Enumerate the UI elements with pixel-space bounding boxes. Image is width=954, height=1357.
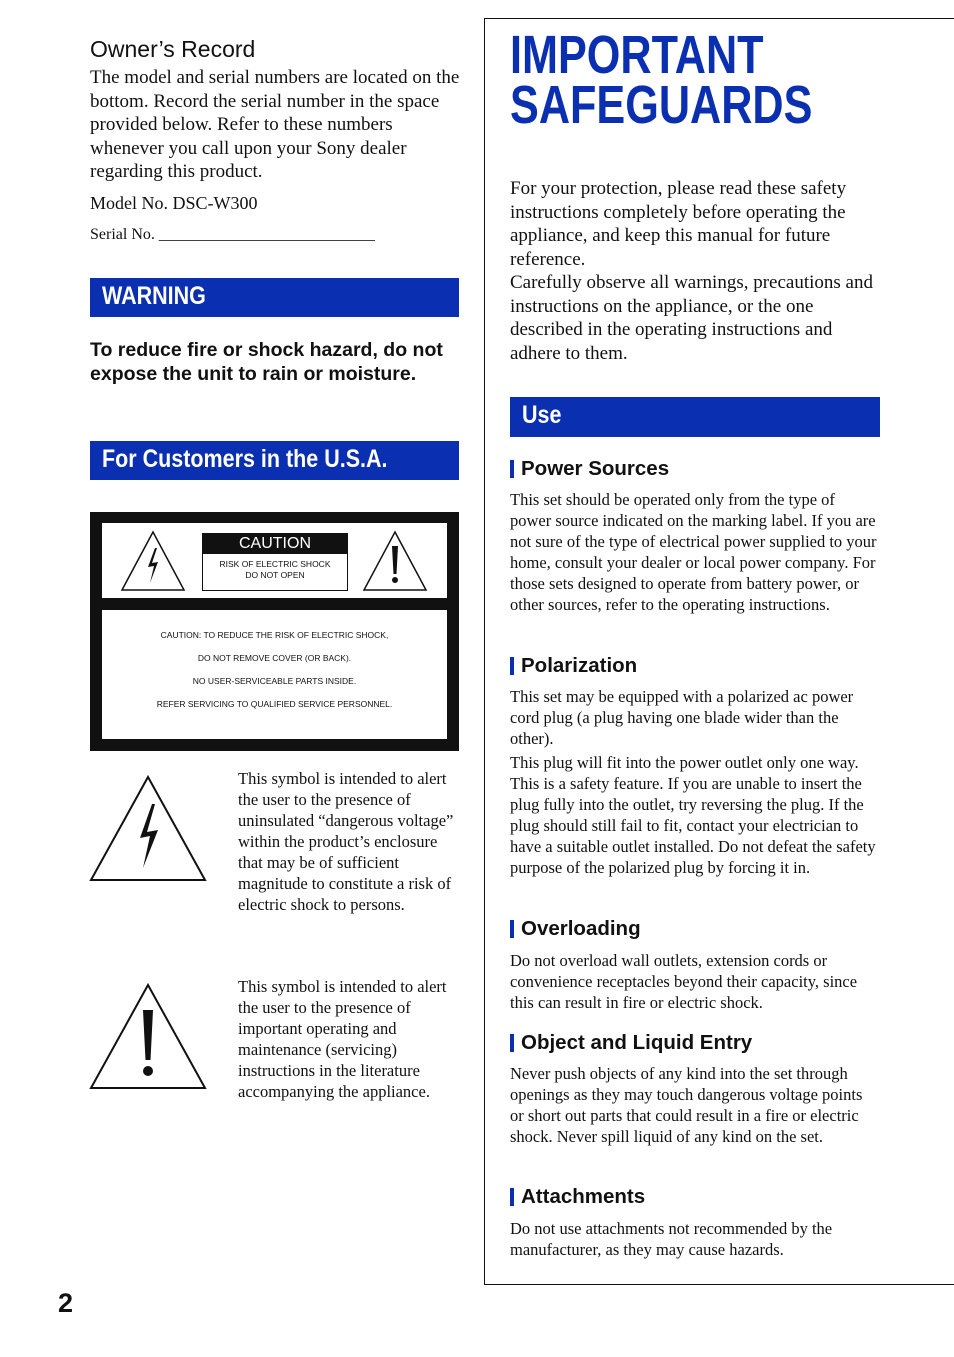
section-heading-object-liquid-entry	[510, 1031, 752, 1055]
exclamation-symbol-description: This symbol is intended to alert the user to the presence of important operating and maintenance (servicing) instructions in the literature accompanying the appliance.	[238, 977, 447, 1101]
section-heading-polarization	[510, 654, 637, 678]
exclamation-symbol-icon	[88, 982, 208, 1092]
intro-text	[510, 177, 880, 365]
caution-risk-line1: RISK OF ELECTRIC SHOCK	[219, 559, 331, 569]
caution-label-bottom	[102, 610, 447, 739]
section-marker-icon	[510, 920, 514, 938]
caution-line: CAUTION: TO REDUCE THE RISK OF ELECTRIC SHOCK,	[160, 630, 389, 640]
caution-word: CAUTION	[203, 534, 347, 554]
section-text-polarization	[510, 686, 880, 878]
owners-record-heading: Owner’s Record	[90, 36, 256, 62]
section-heading-label: Overloading	[521, 917, 641, 940]
caution-label	[90, 512, 459, 751]
usa-heading: For Customers in the U.S.A.	[102, 445, 388, 473]
caution-line: NO USER-SERVICEABLE PARTS INSIDE.	[192, 676, 357, 686]
warning-text: To reduce fire or shock hazard, do not expose the unit to rain or moisture.	[90, 339, 443, 385]
lightning-symbol-icon	[88, 774, 208, 884]
lightning-warning-icon	[120, 530, 186, 592]
intro-paragraph: For your protection, please read these safety instructions completely before operating the appliance, and keep this manual for future reference.	[510, 178, 847, 270]
section-text-object-liquid-entry: Never push objects of any kind into the set through openings as they may touch dangerous voltage points or short out parts that could result in a fire or electric shock. Never spill liquid of any kind on the set.	[510, 1064, 863, 1146]
owners-record-text: The model and serial numbers are located on the bottom. Record the serial number in the space provided below. Refer to these numbers whenever you call upon your Sony dealer regarding this product.	[90, 67, 460, 182]
page-number: 2	[58, 1288, 74, 1318]
section-heading-label: Object and Liquid Entry	[521, 1031, 753, 1054]
caution-label-top	[102, 523, 447, 598]
model-number: Model No. DSC-W300	[90, 193, 258, 213]
section-marker-icon	[510, 1188, 514, 1206]
caution-line: REFER SERVICING TO QUALIFIED SERVICE PERSONNEL.	[156, 699, 393, 709]
title-line2: SAFEGUARDS	[510, 75, 813, 135]
intro-paragraph: Carefully observe all warnings, precautions and instructions on the appliance, or the one described in the operating instructions and adhere to them.	[510, 272, 873, 364]
caution-risk-text	[203, 559, 347, 581]
section-marker-icon	[510, 1034, 514, 1052]
exclamation-warning-icon	[362, 530, 428, 592]
section-text-attachments: Do not use attachments not recommended by the manufacturer, as they may cause hazards.	[510, 1219, 833, 1259]
lightning-symbol-description: This symbol is intended to alert the user to the presence of uninsulated “dangerous voltage” within the product’s enclosure that may be of sufficient magnitude to constitute a risk of electric shock to persons.	[238, 769, 454, 914]
caution-line: DO NOT REMOVE COVER (OR BACK).	[197, 653, 352, 663]
page-title	[510, 25, 813, 135]
usa-heading-bar	[90, 441, 459, 480]
section-heading-power-sources	[510, 457, 669, 481]
section-paragraph: This set may be equipped with a polarized ac power cord plug (a plug having one blade wider than the other).	[510, 687, 854, 748]
section-marker-icon	[510, 657, 514, 675]
warning-heading-bar	[90, 278, 459, 317]
serial-number-field: Serial No. ___________________________	[90, 226, 375, 243]
section-marker-icon	[510, 460, 514, 478]
section-heading-overloading	[510, 917, 641, 941]
section-text-power-sources: This set should be operated only from the type of power source indicated on the marking label. If you are not sure of the type of electrical power supplied to your home, consult your dealer or local power company. For those sets designed to operate from battery power, or other sources, refer to the operating instructions.	[510, 490, 877, 614]
section-text-overloading: Do not overload wall outlets, extension cords or convenience receptacles beyond their capacity, since this can result in fire or electric shock.	[510, 951, 858, 1012]
caution-risk-line2: DO NOT OPEN	[245, 570, 305, 580]
use-heading-bar	[510, 397, 880, 437]
section-heading-label: Polarization	[521, 654, 638, 677]
title-line1: IMPORTANT	[510, 25, 764, 85]
use-heading: Use	[522, 401, 562, 429]
caution-sticker	[202, 533, 348, 591]
section-heading-label: Power Sources	[521, 457, 670, 480]
warning-heading: WARNING	[102, 282, 206, 310]
section-heading-label: Attachments	[521, 1185, 646, 1208]
section-paragraph: This plug will fit into the power outlet only one way. This is a safety feature. If you are unable to insert the plug fully into the outlet, try reversing the plug. If the plug should still fail to fit, contact your electrician to have a suitable outlet installed. Do not defeat the safety purpose of the polarized plug by forcing it in.	[510, 753, 876, 877]
section-heading-attachments	[510, 1185, 645, 1209]
